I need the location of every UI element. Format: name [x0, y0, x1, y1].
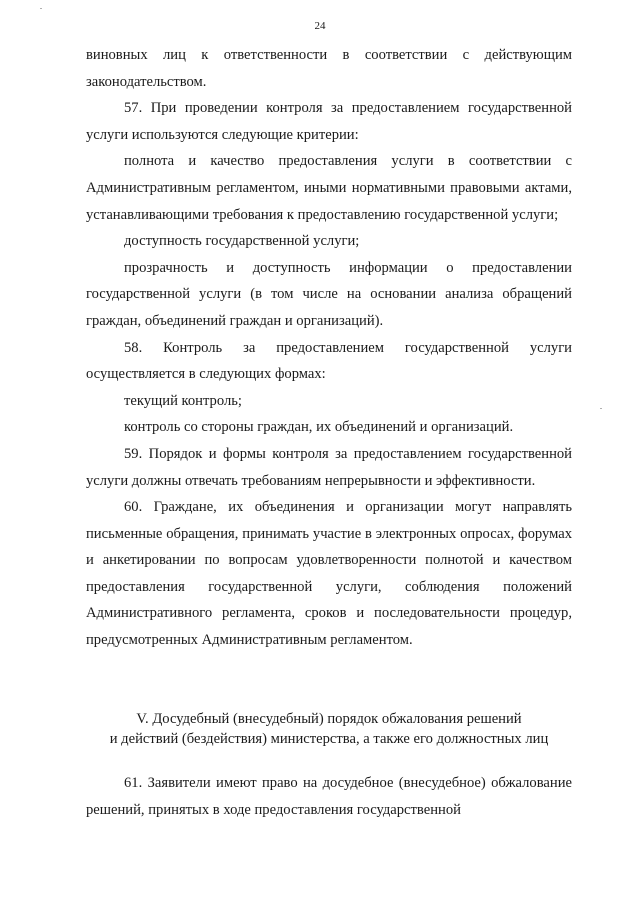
- section-heading: [86, 709, 572, 749]
- paragraph-60: 60. Граждане, их объединения и организации могут направлять письменные обращения, принимать участие в электронных опросах, форумах и анкетировании по вопросам удовлетворенности полнотой и качеством предоставления государственной услуги, соблюдения положений Административного регламента, сроков и последовательности процедур, предусмотренных Административным регламентом.: [86, 499, 572, 649]
- paragraph-59: 59. Порядок и формы контроля за предоставлением государственной услуги должны отвечать требованиям непрерывности и эффективности.: [86, 445, 572, 489]
- paragraph-criterion-transparency: прозрачность и доступность информации о предоставлении государственной услуги (в том числе на основании анализа обращений граждан, объединений граждан и организаций).: [86, 259, 572, 329]
- section-heading-line-2: и действий (бездействия) министерства, а также его должностных лиц: [109, 731, 549, 747]
- paragraph-form-current-control: текущий контроль;: [124, 392, 242, 409]
- paragraph-57: 57. При проведении контроля за предоставлением государственной услуги используются следующие критерии:: [86, 100, 572, 143]
- scan-speck: [600, 408, 602, 409]
- page-number: 24: [314, 20, 326, 32]
- paragraph-continuation: виновных лиц к ответственности в соответствии с действующим законодательством.: [86, 47, 572, 90]
- document-body: [86, 42, 572, 654]
- paragraph-58: 58. Контроль за предоставлением государственной услуги осуществляется в следующих формах:: [86, 339, 572, 383]
- section-body: [86, 770, 572, 823]
- scan-speck: [40, 8, 42, 9]
- paragraph-criterion-accessibility: доступность государственной услуги;: [124, 233, 360, 250]
- paragraph-61: 61. Заявители имеют право на досудебное (внесудебное) обжалование решений, принятых в ходе предоставления государственной: [86, 775, 572, 818]
- section-heading-line-1: V. Досудебный (внесудебный) порядок обжалования решений: [136, 711, 522, 727]
- paragraph-form-public-control: контроль со стороны граждан, их объединений и организаций.: [124, 419, 514, 436]
- paragraph-criterion-completeness: полнота и качество предоставления услуги в соответствии с Административным регламентом, иными нормативными правовыми актами, устанавливающими требования к предоставлению государственной услуги;: [86, 153, 572, 223]
